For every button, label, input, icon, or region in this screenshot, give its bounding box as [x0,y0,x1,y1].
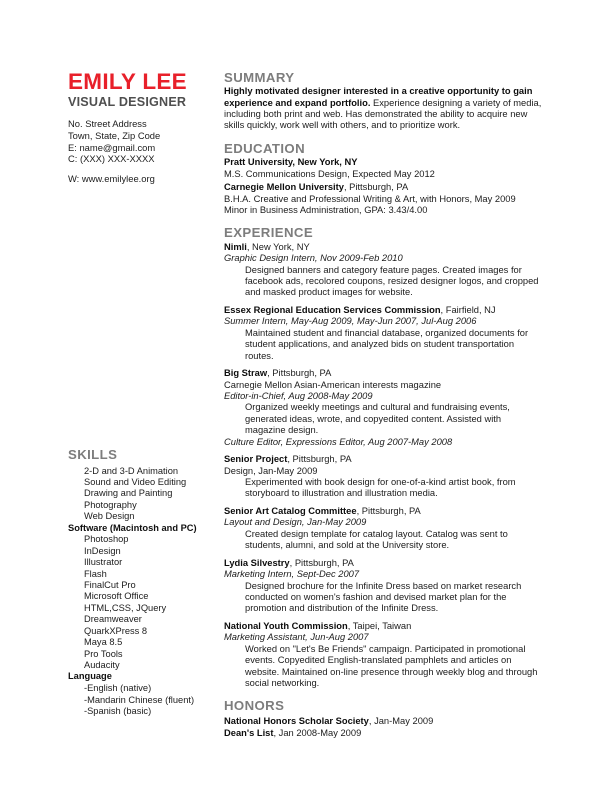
contact-website[interactable]: W: www.emilylee.org [68,172,155,184]
candidate-name: EMILY LEE [68,69,187,94]
experience-location: , New York, NY [246,241,310,252]
experience-location: , Fairfield, NJ [440,304,496,315]
experience-description: Designed banners and category feature pages. Created images for facebook ads, recolored coupons, resized designer logos, and cropped and masked product images for website. [245,264,539,298]
experience-description: Designed brochure for the Infinite Dress based on market research conducted on women's fashion and devised market plan for the promotion and distribution of the Infinite Dress. [245,580,522,614]
honor-entry [224,727,542,740]
education-section [224,141,542,217]
language-item: -English (native) [84,683,152,694]
software-item: HTML,CSS, JQuery [84,602,167,613]
experience-org: Senior Art Catalog Committee [224,505,357,516]
experience-entry [224,454,542,500]
skills-language-heading: Language [68,671,112,682]
education-location: , Pittsburgh, PA [343,181,409,192]
experience-org: National Youth Commission [224,620,348,631]
skills-software-heading: Software (Macintosh and PC) [68,522,197,533]
experience-location: , Pittsburgh, PA [289,557,354,568]
education-detail: B.H.A. Creative and Professional Writing & Art, with Honors, May 2009 [224,193,516,204]
experience-org-line [224,242,542,254]
experience-org-line [224,368,542,380]
experience-location: , Pittsburgh, PA [287,454,352,465]
experience-org-line [224,558,542,570]
experience-role: Layout and Design, Jan-May 2009 [224,517,367,528]
experience-org: Lydia Silvestry [224,557,290,568]
experience-role: Editor-in-Chief, Aug 2008-May 2009 [224,390,373,401]
experience-description: Organized weekly meetings and cultural and fundraising events, generated ideas, wrote, and copyedited content. Assisted with magazine design. [245,402,510,436]
experience-role: Marketing Intern, Sept-Dec 2007 [224,569,360,580]
education-heading: EDUCATION [224,140,306,156]
education-detail: Minor in Business Administration, GPA: 3.43/4.00 [224,204,428,215]
experience-heading: EXPERIENCE [224,225,314,241]
language-item: -Mandarin Chinese (fluent) [84,694,195,705]
skill-item: Web Design [84,511,135,522]
main-content [224,70,542,749]
experience-location: , Pittsburgh, PA [356,505,421,516]
experience-entry [224,368,542,448]
experience-org: Essex Regional Education Services Commission [224,304,441,315]
software-item: Photoshop [84,534,129,545]
experience-section [224,225,542,689]
contact-email[interactable]: E: name@gmail.com [68,141,156,153]
experience-entry [224,621,542,690]
experience-role: Design, Jan-May 2009 [224,465,318,476]
honor-detail: , Jan 2008-May 2009 [273,728,362,739]
honor-name: Dean's List [224,728,274,739]
experience-org: Senior Project [224,454,288,465]
language-item: -Spanish (basic) [84,706,152,717]
education-entry [224,182,542,216]
experience-description: Worked on "Let's Be Friends" campaign. Participated in promotional events. Copyedited English-translated pamphlets and articles on website. Maintained on-line presence through weekly blog and through social networking. [245,643,538,689]
experience-org: Big Straw [224,367,268,378]
summary-heading: SUMMARY [224,70,295,85]
experience-description: Maintained student and financial database, organized documents for student applications, and analyzed bids on student transportation routes. [245,327,529,361]
honor-entry [224,715,542,728]
skill-item: Photography [84,499,137,510]
summary-section [224,70,542,132]
experience-location: , Taipei, Taiwan [347,620,412,631]
honor-name: National Honors Scholar Society [224,715,369,726]
experience-location: , Pittsburgh, PA [267,367,332,378]
skill-item: Sound and Video Editing [84,476,187,487]
software-item: Flash [84,568,107,579]
software-item: Illustrator [84,557,123,568]
experience-description: Created design template for catalog layout. Catalog was sent to students, alumni, and sold at the University store. [245,528,508,551]
experience-role: Marketing Assistant, Jun-Aug 2007 [224,632,369,643]
contact-phone: C: (XXX) XXX-XXXX [68,153,155,165]
experience-role-secondary: Culture Editor, Expressions Editor, Aug 2007-May 2008 [224,436,453,447]
experience-entry [224,305,542,362]
skill-item: Drawing and Painting [84,488,173,499]
contact-street: No. Street Address [68,118,147,130]
experience-org-line [224,454,542,466]
skill-item: 2-D and 3-D Animation [84,465,179,476]
summary-bold: Highly motivated designer interested in a creative opportunity to gain experience and expand portfolio. [224,86,533,108]
header-block [68,70,218,184]
honors-section [224,698,542,739]
software-item: Dreamweaver [84,614,142,625]
experience-entry [224,558,542,615]
experience-entry [224,506,542,552]
experience-org-line [224,305,542,317]
software-item: QuarkXPress 8 [84,625,148,636]
experience-role: Graphic Design Intern, Nov 2009-Feb 2010 [224,253,403,264]
honor-detail: , Jan-May 2009 [368,715,434,726]
contact-city: Town, State, Zip Code [68,130,161,142]
education-school-line [224,157,542,169]
education-school: Pratt University, New York, NY [224,156,358,167]
skills-heading: SKILLS [68,447,118,462]
software-item: Microsoft Office [84,591,149,602]
skills-section [68,448,220,717]
software-item: FinalCut Pro [84,580,136,591]
software-item: Maya 8.5 [84,637,123,648]
education-detail: M.S. Communications Design, Expected May 2012 [224,168,435,179]
education-school: Carnegie Mellon University [224,181,344,192]
honors-heading: HONORS [224,698,285,714]
summary-text [224,86,542,132]
education-entry [224,157,542,180]
software-item: Pro Tools [84,648,123,659]
experience-subtitle: Carnegie Mellon Asian-American interests magazine [224,379,442,390]
experience-org: Nimli [224,241,247,252]
experience-org-line [224,506,542,518]
experience-role: Summer Intern, May-Aug 2009, May-Jun 2007, Jul-Aug 2006 [224,316,477,327]
summary-rest: Experience designing a variety of media, including both print and web. Has demonstrated the ability to acquire new skills quickly, work well with others, and to prioritize work. [224,97,542,131]
software-item: Audacity [84,659,120,670]
experience-org-line [224,621,542,633]
experience-entry [224,242,542,299]
experience-description: Experimented with book design for one-of-a-kind artist book, from storyboard to illustration and illustration media. [245,477,516,499]
education-school-line [224,182,542,194]
software-item: InDesign [84,545,121,556]
candidate-title: VISUAL DESIGNER [68,94,187,109]
